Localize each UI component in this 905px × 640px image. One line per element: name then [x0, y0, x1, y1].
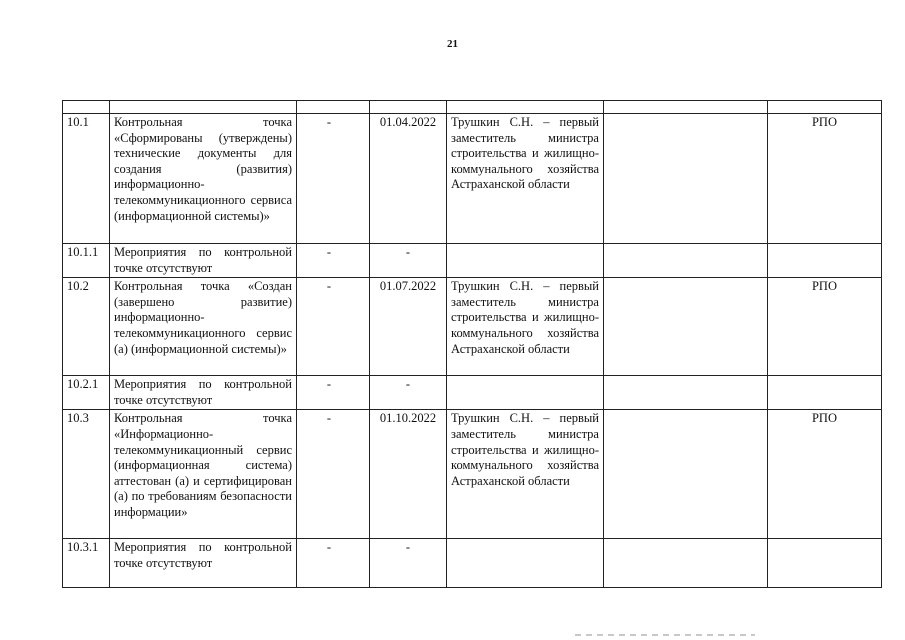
row-start — [297, 278, 370, 376]
row-responsible — [447, 244, 604, 278]
row-responsible — [447, 539, 604, 588]
row-date: - — [370, 539, 447, 588]
table-row — [63, 278, 882, 376]
row-description: Контрольная точка «Создан (завершено развитие) информационно-телекоммуникационного сервис (а) (информационной системы)» — [110, 278, 297, 376]
row-number: 10.2.1 — [63, 376, 110, 410]
row-number: 10.3 — [63, 410, 110, 539]
table-row — [63, 114, 882, 244]
header-cell — [447, 101, 604, 114]
header-cell — [297, 101, 370, 114]
row-date: - — [370, 244, 447, 278]
row-document — [604, 278, 768, 376]
row-description: Мероприятия по контрольной точке отсутствуют — [110, 539, 297, 588]
page-number: 21 — [447, 38, 458, 50]
table-row — [63, 244, 882, 278]
row-start — [297, 244, 370, 278]
header-cell — [110, 101, 297, 114]
row-start-value: - — [326, 245, 332, 259]
row-date: 01.10.2022 — [370, 410, 447, 539]
row-document — [604, 376, 768, 410]
header-cell — [768, 101, 882, 114]
row-responsible: Трушкин С.Н. – первый заместитель министра строительства и жилищно-коммунального хозяйства Астраханской области — [447, 278, 604, 376]
row-document — [604, 114, 768, 244]
row-start-value: - — [326, 411, 332, 426]
table-row — [63, 410, 882, 539]
row-description: Мероприятия по контрольной точке отсутствуют — [110, 376, 297, 410]
table-header-row — [63, 101, 882, 114]
row-document — [604, 244, 768, 278]
header-cell — [604, 101, 768, 114]
scan-artifact — [575, 634, 755, 636]
row-date: 01.04.2022 — [370, 114, 447, 244]
row-document — [604, 539, 768, 588]
row-result: РПО — [768, 410, 882, 539]
row-start — [297, 114, 370, 244]
row-result: РПО — [768, 114, 882, 244]
control-points-table — [62, 100, 882, 588]
row-description: Контрольная точка «Информационно-телекоммуникационный сервис (информационная система) аттестован (а) и сертифицирован (а) по требованиям безопасности информации» — [110, 410, 297, 539]
row-start — [297, 410, 370, 539]
header-cell — [370, 101, 447, 114]
row-result — [768, 376, 882, 410]
row-result: РПО — [768, 278, 882, 376]
row-date: - — [370, 376, 447, 410]
row-result — [768, 244, 882, 278]
row-number: 10.1.1 — [63, 244, 110, 278]
row-number: 10.3.1 — [63, 539, 110, 588]
row-responsible: Трушкин С.Н. – первый заместитель министра строительства и жилищно-коммунального хозяйства Астраханской области — [447, 114, 604, 244]
row-result — [768, 539, 882, 588]
row-responsible: Трушкин С.Н. – первый заместитель министра строительства и жилищно-коммунального хозяйства Астраханской области — [447, 410, 604, 539]
row-start-value: - — [326, 377, 332, 392]
row-start-value: - — [326, 540, 332, 555]
row-start — [297, 376, 370, 410]
row-document — [604, 410, 768, 539]
row-description: Контрольная точка «Сформированы (утверждены) технические документы для создания (развития) информационно-телекоммуникационного сервиса (информационной системы)» — [110, 114, 297, 244]
row-date: 01.07.2022 — [370, 278, 447, 376]
table-row — [63, 376, 882, 410]
header-cell — [63, 101, 110, 114]
row-start-value: - — [326, 279, 332, 294]
row-number: 10.2 — [63, 278, 110, 376]
row-start — [297, 539, 370, 588]
row-responsible — [447, 376, 604, 410]
row-number: 10.1 — [63, 114, 110, 244]
table-row — [63, 539, 882, 588]
row-description: Мероприятия по контрольной точке отсутствуют — [110, 244, 297, 278]
row-start-value: - — [326, 115, 332, 129]
